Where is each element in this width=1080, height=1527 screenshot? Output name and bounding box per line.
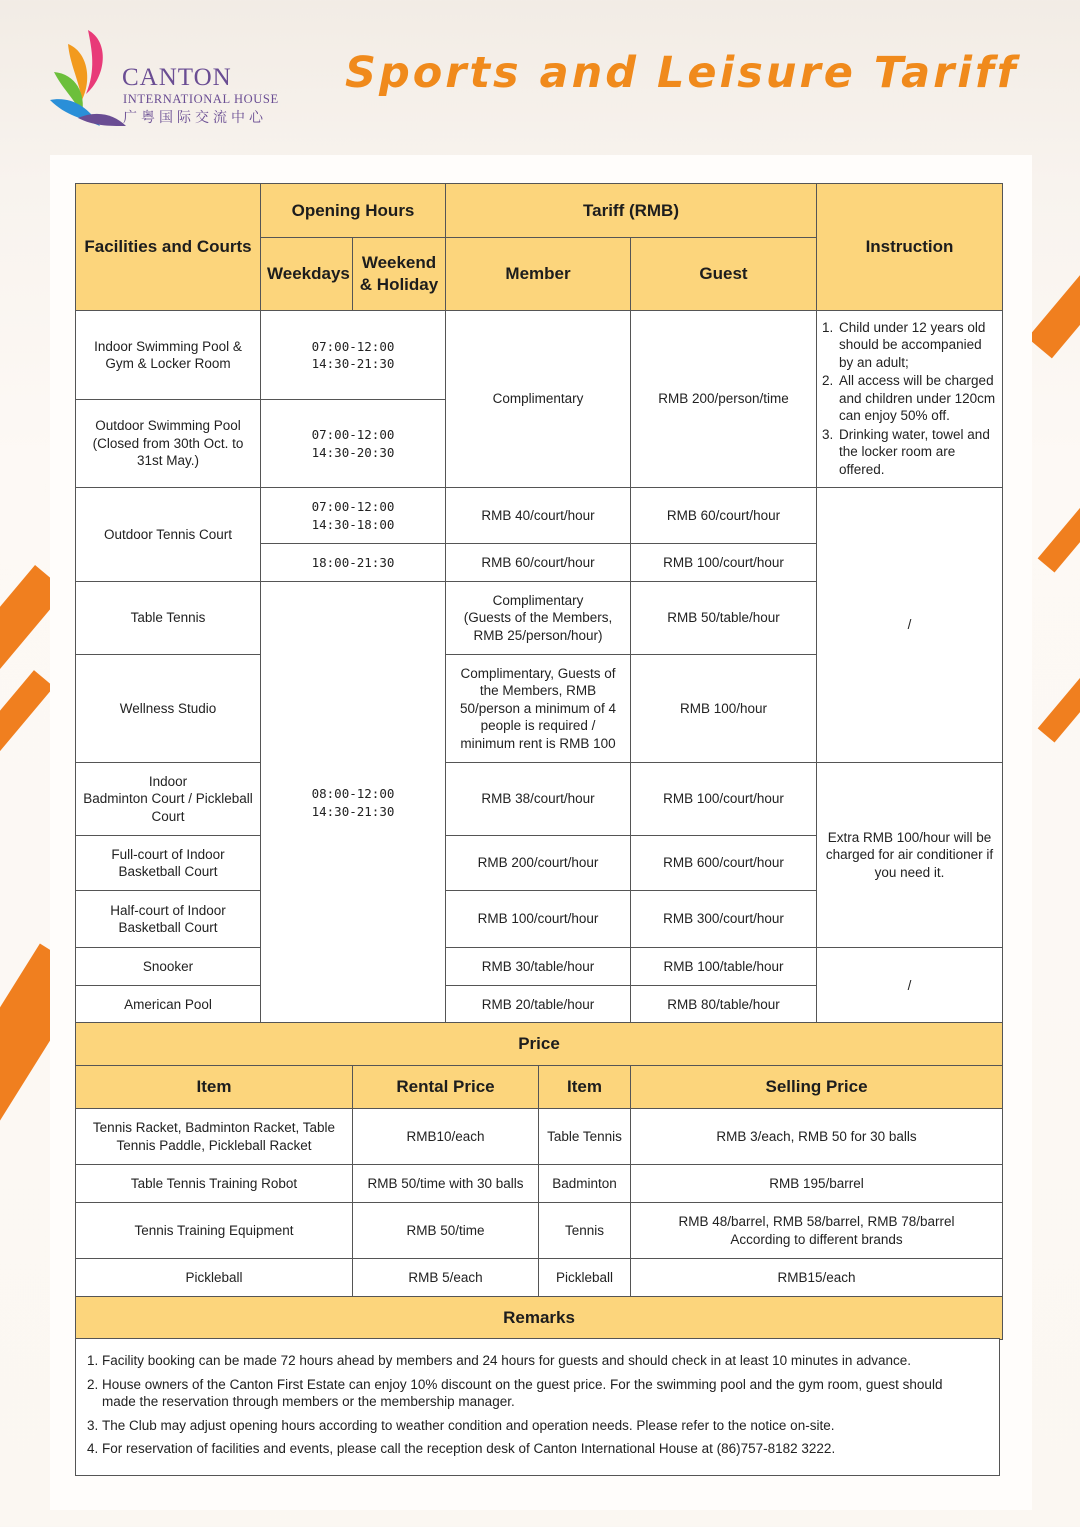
header-item-2: Item <box>539 1066 631 1109</box>
badminton-member: RMB 38/court/hour <box>446 763 631 836</box>
pool-guest-price: RMB 200/person/time <box>631 311 817 488</box>
facility-indoor-pool: Indoor Swimming Pool & Gym & Locker Room <box>76 311 261 400</box>
header-tariff: Tariff (RMB) <box>446 184 817 238</box>
american-pool-guest: RMB 80/table/hour <box>631 986 817 1024</box>
badminton-guest: RMB 100/court/hour <box>631 763 817 836</box>
selling-item: Badminton <box>539 1165 631 1203</box>
decorative-stripe <box>1038 659 1080 742</box>
logo-chinese-name: 广粤国际交流中心 <box>123 110 267 126</box>
header-rental-price: Rental Price <box>353 1066 539 1109</box>
rental-item: Table Tennis Training Robot <box>76 1165 353 1203</box>
rental-item: Tennis Racket, Badminton Racket, Table Tennis Paddle, Pickleball Racket <box>76 1109 353 1165</box>
facility-wellness: Wellness Studio <box>76 655 261 763</box>
full-basketball-member: RMB 200/court/hour <box>446 836 631 891</box>
header-selling-price: Selling Price <box>631 1066 1003 1109</box>
american-pool-member: RMB 20/table/hour <box>446 986 631 1024</box>
hours-shared: 08:00-12:00 14:30-21:30 <box>261 582 446 1024</box>
rental-item: Pickleball <box>76 1259 353 1297</box>
wellness-guest: RMB 100/hour <box>631 655 817 763</box>
header-guest: Guest <box>631 238 817 311</box>
full-basketball-guest: RMB 600/court/hour <box>631 836 817 891</box>
header-facilities: Facilities and Courts <box>76 184 261 311</box>
rental-item: Tennis Training Equipment <box>76 1203 353 1259</box>
selling-price: RMB 3/each, RMB 50 for 30 balls <box>631 1109 1003 1165</box>
selling-item: Tennis <box>539 1203 631 1259</box>
hours-outdoor-pool: 07:00-12:00 14:30-20:30 <box>261 400 446 488</box>
remark-item: 1. Facility booking can be made 72 hours ahead by members and 24 hours for guests and should check in at least 10 minutes in advance. <box>102 1352 979 1370</box>
pool-member-price: Complimentary <box>446 311 631 488</box>
header-item: Item <box>76 1066 353 1109</box>
mid-instruction: / <box>817 488 1003 763</box>
table-tennis-member: Complimentary (Guests of the Members, RMB 25/person/hour) <box>446 582 631 655</box>
half-basketball-guest: RMB 300/court/hour <box>631 891 817 948</box>
rental-price: RMB 5/each <box>353 1259 539 1297</box>
wellness-member: Complimentary, Guests of the Members, RMB 50/person a minimum of 4 people is required / minimum rent is RMB 100 <box>446 655 631 763</box>
facility-table-tennis: Table Tennis <box>76 582 261 655</box>
remarks-title: Remarks <box>76 1297 1003 1340</box>
selling-item: Table Tennis <box>539 1109 631 1165</box>
tennis-member-day: RMB 40/court/hour <box>446 488 631 544</box>
facility-american-pool: American Pool <box>76 986 261 1024</box>
header-weekdays: Weekdays <box>261 238 353 311</box>
half-basketball-member: RMB 100/court/hour <box>446 891 631 948</box>
header-opening-hours: Opening Hours <box>261 184 446 238</box>
remark-item: 3. The Club may adjust opening hours according to weather condition and operation needs. Please refer to the notice on-site. <box>102 1417 979 1435</box>
header-member: Member <box>446 238 631 311</box>
rental-price: RMB 50/time <box>353 1203 539 1259</box>
facility-full-basketball: Full-court of Indoor Basketball Court <box>76 836 261 891</box>
selling-item: Pickleball <box>539 1259 631 1297</box>
instruction-item: 3. Drinking water, towel and the locker room are offered. <box>837 426 996 479</box>
price-title: Price <box>76 1023 1003 1066</box>
remark-item: 4. For reservation of facilities and events, please call the reception desk of Canton International House at (86)757-8182 3222. <box>102 1440 979 1458</box>
selling-price: RMB15/each <box>631 1259 1003 1297</box>
tennis-guest-night: RMB 100/court/hour <box>631 544 817 582</box>
remark-item: 2. House owners of the Canton First Estate can enjoy 10% discount on the guest price. For the swimming pool and the gym room, guest should made the reservation through members or the membership manager. <box>102 1376 979 1411</box>
facilities-table <box>75 183 1003 1024</box>
decorative-stripe <box>1038 489 1080 572</box>
flame-logo-icon <box>48 22 126 132</box>
snooker-member: RMB 30/table/hour <box>446 948 631 986</box>
header-instruction: Instruction <box>817 184 1003 311</box>
facility-half-basketball: Half-court of Indoor Basketball Court <box>76 891 261 948</box>
remarks-box <box>75 1338 1000 1476</box>
logo <box>48 22 288 137</box>
table-instruction: / <box>817 948 1003 1024</box>
table-tennis-guest: RMB 50/table/hour <box>631 582 817 655</box>
hours-indoor-pool: 07:00-12:00 14:30-21:30 <box>261 311 446 400</box>
court-instruction: Extra RMB 100/hour will be charged for air conditioner if you need it. <box>817 763 1003 948</box>
tennis-member-night: RMB 60/court/hour <box>446 544 631 582</box>
facility-badminton: Indoor Badminton Court / Pickleball Court <box>76 763 261 836</box>
selling-price: RMB 48/barrel, RMB 58/barrel, RMB 78/barrel According to different brands <box>631 1203 1003 1259</box>
logo-subtitle: INTERNATIONAL HOUSE <box>123 92 279 106</box>
rental-price: RMB10/each <box>353 1109 539 1165</box>
pool-instructions <box>817 311 1003 488</box>
rental-price: RMB 50/time with 30 balls <box>353 1165 539 1203</box>
facility-outdoor-pool: Outdoor Swimming Pool (Closed from 30th Oct. to 31st May.) <box>76 400 261 488</box>
hours-tennis-day: 07:00-12:00 14:30-18:00 <box>261 488 446 544</box>
decorative-stripe <box>0 670 54 756</box>
decorative-stripe <box>1027 254 1080 359</box>
instruction-item: 1. Child under 12 years old should be accompanied by an adult; <box>837 319 996 372</box>
logo-name: CANTON <box>122 64 232 91</box>
page-title: Sports and Leisure Tariff <box>345 48 1019 98</box>
header-weekend: Weekend & Holiday <box>353 238 446 311</box>
instruction-item: 2. All access will be charged and children under 120cm can enjoy 50% off. <box>837 372 996 425</box>
snooker-guest: RMB 100/table/hour <box>631 948 817 986</box>
tennis-guest-day: RMB 60/court/hour <box>631 488 817 544</box>
facility-tennis: Outdoor Tennis Court <box>76 488 261 582</box>
selling-price: RMB 195/barrel <box>631 1165 1003 1203</box>
hours-tennis-night: 18:00-21:30 <box>261 544 446 582</box>
facility-snooker: Snooker <box>76 948 261 986</box>
price-table <box>75 1022 1003 1340</box>
